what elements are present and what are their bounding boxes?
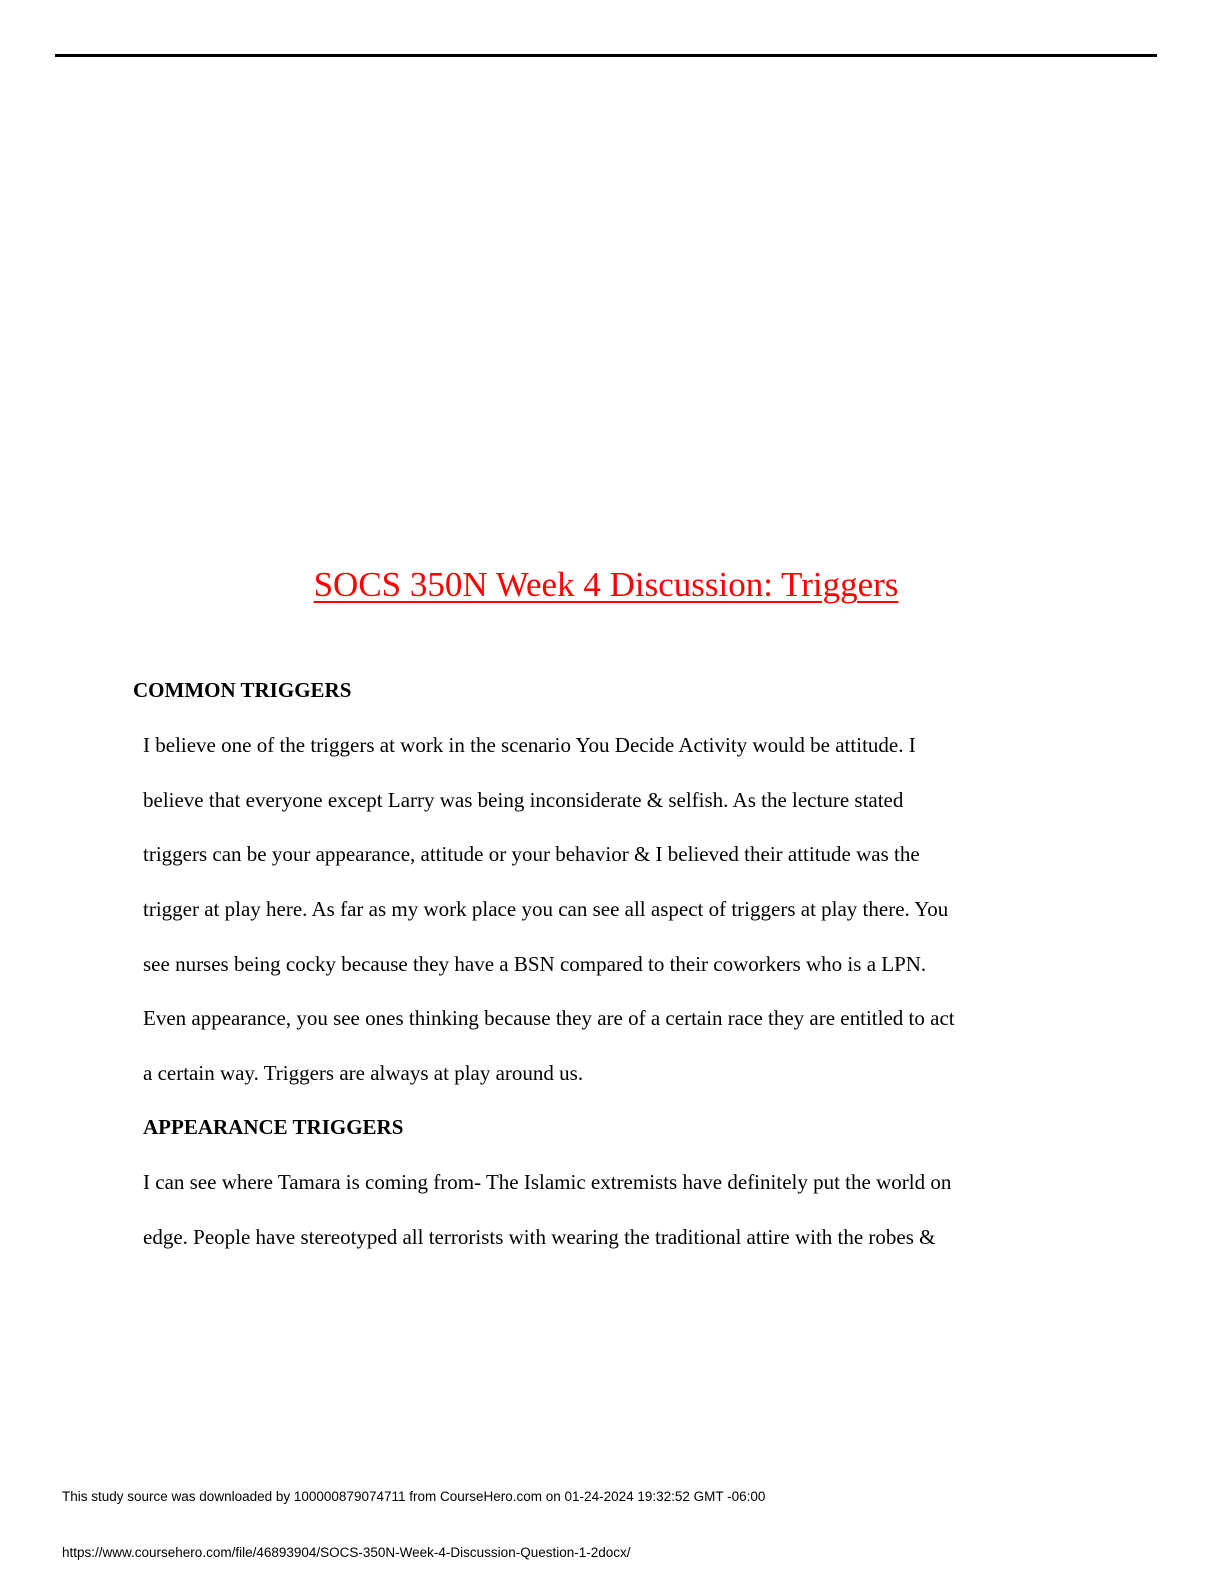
paragraph-line: believe that everyone except Larry was being inconsiderate & selfish. As the lecture stated	[143, 787, 904, 812]
paragraph-line: edge. People have stereotyped all terrorists with wearing the traditional attire with the robes &	[143, 1224, 936, 1249]
paragraph-line: trigger at play here. As far as my work place you can see all aspect of triggers at play there. You	[143, 897, 949, 922]
footer-url: https://www.coursehero.com/file/46893904/SOCS-350N-Week-4-Discussion-Question-1-2docx/	[62, 1545, 631, 1560]
section-heading-appearance-triggers: APPEARANCE TRIGGERS	[143, 1115, 404, 1139]
header-rule	[55, 54, 1157, 57]
paragraph-appearance-triggers	[143, 1167, 1083, 1276]
section-heading-common-triggers: COMMON TRIGGERS	[133, 678, 352, 702]
paragraph-line: I believe one of the triggers at work in the scenario You Decide Activity would be attitude. I	[143, 733, 916, 757]
paragraph-line: I can see where Tamara is coming from- The Islamic extremists have definitely put the world on	[143, 1170, 952, 1194]
paragraph-line: a certain way. Triggers are always at play around us.	[143, 1061, 584, 1086]
document-title: SOCS 350N Week 4 Discussion: Triggers	[313, 565, 899, 604]
paragraph-line: triggers can be your appearance, attitude or your behavior & I believed their attitude was the	[143, 842, 920, 867]
paragraph-common-triggers	[143, 730, 1083, 1113]
paragraph-line: see nurses being cocky because they have a BSN compared to their coworkers who is a LPN.	[143, 951, 927, 976]
paragraph-line: Even appearance, you see ones thinking because they are of a certain race they are entitled to act	[143, 1006, 955, 1031]
footer-source-notice: This study source was downloaded by 100000879074711 from CourseHero.com on 01-24-2024 19:32:52 GMT -06:00	[62, 1489, 766, 1504]
